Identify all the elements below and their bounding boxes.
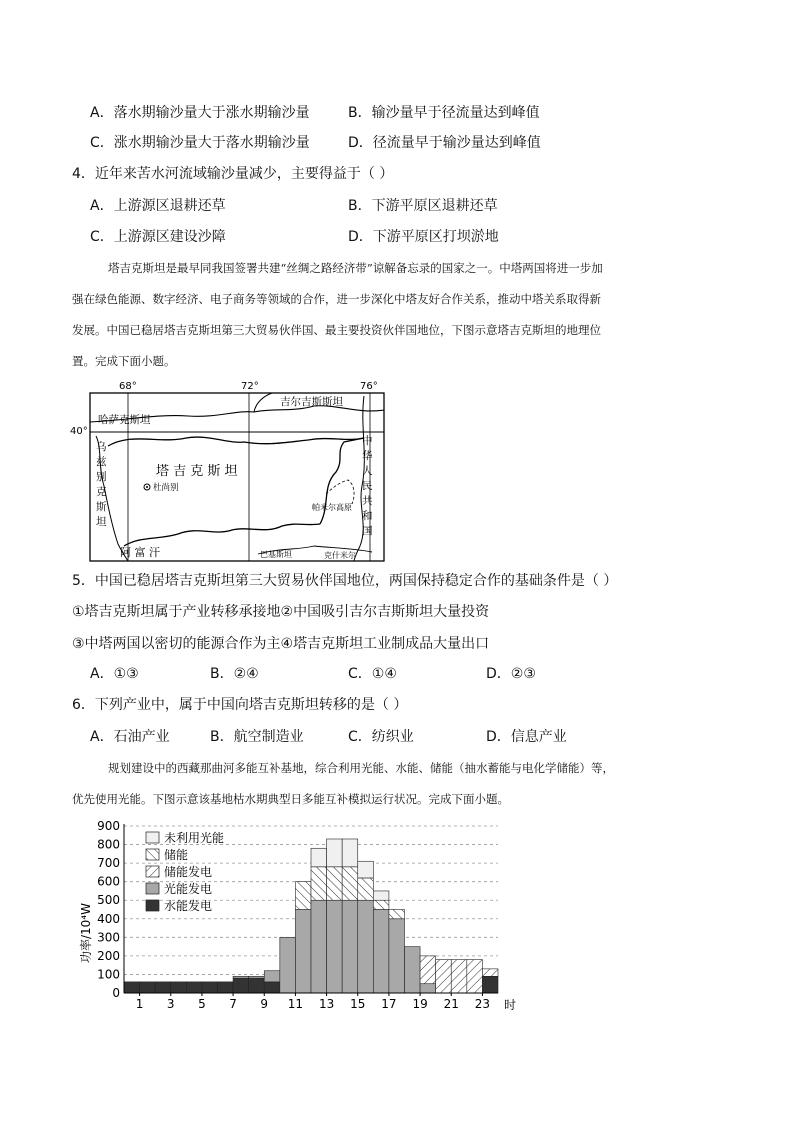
q4-stem: 4．近年来苦水河流域输沙量减少，主要得益于（ ） bbox=[72, 166, 394, 182]
x-tick-label: 3 bbox=[166, 997, 175, 1011]
bar-segment bbox=[420, 984, 436, 993]
bar-segment bbox=[342, 900, 358, 993]
tajik-north-border bbox=[108, 437, 364, 446]
label-china-char: 和 bbox=[362, 510, 373, 522]
bar-segment bbox=[218, 982, 234, 993]
bar-segment bbox=[264, 971, 280, 982]
bar-segment bbox=[482, 969, 498, 976]
label-uzbekistan-char: 兹 bbox=[96, 456, 107, 468]
y-tick-label: 900 bbox=[97, 819, 120, 833]
bar-segment bbox=[358, 900, 374, 993]
bar-segment bbox=[358, 878, 374, 900]
bar-segment bbox=[436, 960, 452, 993]
label-china-char: 人 bbox=[362, 465, 373, 477]
bar-segment bbox=[311, 900, 327, 993]
bar-segment bbox=[420, 956, 436, 984]
label-uzbekistan-char: 别 bbox=[96, 471, 107, 483]
y-tick-label: 200 bbox=[97, 948, 120, 963]
label-pamir: 帕米尔高原 bbox=[312, 503, 352, 512]
q5-stem: 5．中国已稳居塔吉克斯坦第三大贸易伙伴国地位，两国保持稳定合作的基础条件是（ ） bbox=[72, 573, 618, 589]
bar-segment bbox=[467, 960, 483, 993]
x-tick-label: 11 bbox=[287, 997, 304, 1011]
label-china-char: 华 bbox=[362, 450, 373, 462]
legend-label: 光能发电 bbox=[164, 882, 213, 896]
x-tick-label: 21 bbox=[443, 997, 459, 1011]
legend-swatch bbox=[146, 832, 159, 843]
label-kazakhstan: 哈萨克斯坦 bbox=[98, 414, 151, 426]
bar-segment bbox=[295, 882, 311, 910]
q3-option-b: B．输沙量早于径流量达到峰值 bbox=[348, 105, 540, 121]
label-kashmir: 克什米尔 bbox=[324, 551, 356, 560]
q5-option-d: D．②③ bbox=[486, 666, 536, 682]
x-tick-label: 1 bbox=[135, 997, 144, 1011]
legend-swatch bbox=[146, 849, 159, 860]
bar-segment bbox=[311, 867, 327, 900]
bar-segment bbox=[202, 982, 218, 993]
label-pakistan: 巴基斯坦 bbox=[260, 550, 292, 559]
bar-segment bbox=[389, 910, 405, 919]
bar-segment bbox=[327, 900, 343, 993]
q5-option-a: A．①③ bbox=[90, 666, 139, 682]
power-chart bbox=[72, 818, 522, 1018]
bar-segment bbox=[280, 937, 296, 993]
label-china-char: 国 bbox=[362, 525, 373, 537]
bar-segment bbox=[171, 982, 187, 993]
bar-segment bbox=[124, 982, 140, 993]
tajik-passage-line-1: 塔吉克斯坦是最早同我国签署共建“丝绸之路经济带”谅解备忘录的国家之一。中塔两国将进一步加 bbox=[108, 261, 603, 275]
bar-segment bbox=[342, 867, 358, 900]
bar-segment bbox=[233, 978, 249, 993]
q6-stem: 6．下列产业中，属于中国向塔吉克斯坦转移的是（ ） bbox=[72, 697, 408, 713]
label-uzbekistan-char: 克 bbox=[96, 486, 107, 498]
bar-segment bbox=[327, 867, 343, 900]
uzbek-border bbox=[96, 436, 128, 561]
label-china-char: 中 bbox=[362, 435, 373, 447]
y-axis-label: 功率/10⁴W bbox=[79, 903, 93, 963]
y-tick-label: 700 bbox=[97, 856, 120, 871]
label-kyrgyzstan: 吉尔吉斯斯坦 bbox=[280, 396, 343, 408]
x-tick-label: 23 bbox=[474, 997, 491, 1011]
q4-option-d: D．下游平原区打坝淤地 bbox=[348, 229, 499, 245]
legend-swatch bbox=[146, 883, 159, 894]
chart-bars bbox=[124, 839, 498, 993]
y-tick-label: 300 bbox=[97, 930, 120, 945]
label-uzbekistan-char: 乌 bbox=[96, 441, 107, 453]
x-tick-label: 7 bbox=[229, 997, 237, 1011]
lon-label-76: 76° bbox=[360, 381, 378, 392]
y-tick-label: 0 bbox=[112, 986, 120, 1000]
bar-segment bbox=[358, 861, 374, 878]
bar-segment bbox=[373, 891, 389, 900]
lon-label-68: 68° bbox=[119, 381, 137, 392]
q5-option-b: B．②④ bbox=[210, 666, 259, 682]
q4-option-a: A．上游源区退耕还草 bbox=[90, 198, 226, 214]
bar-segment bbox=[342, 839, 358, 867]
y-tick-label: 400 bbox=[97, 911, 120, 926]
q6-option-b: B．航空制造业 bbox=[210, 729, 304, 745]
bar-segment bbox=[140, 982, 156, 993]
q5-option-c: C．①④ bbox=[348, 666, 397, 682]
bar-segment bbox=[373, 900, 389, 909]
bar-segment bbox=[389, 919, 405, 993]
tibet-passage-line-1: 规划建设中的西藏那曲河多能互补基地，综合利用光能、水能、储能（抽水蓄能与电化学储能）等， bbox=[108, 761, 614, 775]
lon-label-72: 72° bbox=[241, 381, 259, 392]
tibet-passage-line-2: 优先使用光能。下图示意该基地枯水期典型日多能互补模拟运行状况。完成下面小题。 bbox=[72, 792, 509, 806]
label-china-char: 民 bbox=[362, 480, 373, 492]
x-tick-label: 9 bbox=[260, 997, 269, 1011]
y-tick-label: 100 bbox=[97, 967, 120, 982]
label-china-char: 共 bbox=[362, 495, 373, 507]
kazakh-border-north bbox=[254, 393, 272, 412]
q3-option-a: A．落水期输沙量大于涨水期输沙量 bbox=[90, 105, 310, 121]
q3-option-d: D．径流量早于输沙量达到峰值 bbox=[348, 135, 541, 151]
q6-option-d: D．信息产业 bbox=[486, 729, 567, 745]
label-china bbox=[362, 434, 373, 537]
tajik-passage bbox=[72, 260, 722, 380]
tajikistan-map bbox=[68, 376, 388, 564]
capital-dot-icon bbox=[146, 486, 148, 488]
legend-label: 储能 bbox=[164, 848, 189, 862]
x-axis-unit: 时 bbox=[504, 998, 517, 1012]
q6-option-a: A．石油产业 bbox=[90, 729, 170, 745]
bar-segment bbox=[249, 978, 265, 993]
x-tick-label: 13 bbox=[318, 997, 335, 1011]
x-tick-label: 17 bbox=[381, 997, 397, 1011]
tibet-passage bbox=[72, 760, 732, 810]
bar-segment bbox=[233, 976, 249, 978]
chart-legend bbox=[146, 830, 224, 913]
bar-segment bbox=[373, 910, 389, 994]
legend-swatch bbox=[146, 900, 159, 911]
x-tick-label: 15 bbox=[350, 997, 366, 1011]
label-dushanbe: 杜尚别 bbox=[153, 483, 179, 493]
legend-label: 未利用光能 bbox=[164, 831, 225, 845]
bar-segment bbox=[295, 910, 311, 994]
bar-segment bbox=[451, 960, 467, 993]
bar-segment bbox=[405, 947, 421, 993]
y-tick-label: 600 bbox=[97, 874, 120, 889]
q5-statement-1: ①塔吉克斯坦属于产业转移承接地②中国吸引吉尔吉斯斯坦大量投资 bbox=[72, 604, 490, 620]
legend-label: 储能发电 bbox=[164, 865, 213, 879]
lat-label-40: 40° bbox=[70, 426, 88, 437]
pamir-outline bbox=[326, 480, 354, 504]
x-tick-label: 5 bbox=[198, 997, 206, 1011]
bar-segment bbox=[249, 976, 265, 978]
label-uzbekistan-char: 斯 bbox=[96, 501, 107, 513]
bar-segment bbox=[186, 982, 202, 993]
label-afghanistan: 阿 富 汗 bbox=[120, 546, 160, 559]
bar-segment bbox=[155, 982, 171, 993]
label-tajikistan: 塔 吉 克 斯 坦 bbox=[156, 464, 238, 479]
q4-option-c: C．上游源区建设沙障 bbox=[90, 229, 226, 245]
tajik-passage-line-3: 发展。中国已稳居塔吉克斯坦第三大贸易伙伴国、最主要投资伙伴国地位，下图示意塔吉克斯坦的地理位 bbox=[72, 323, 601, 337]
q3-option-c: C．涨水期输沙量大于落水期输沙量 bbox=[90, 135, 310, 151]
tajik-south-border bbox=[124, 524, 320, 546]
bar-segment bbox=[264, 982, 280, 993]
bar-segment bbox=[482, 976, 498, 993]
legend-label: 水能发电 bbox=[164, 899, 213, 913]
bar-segment bbox=[327, 839, 343, 867]
q4-option-b: B．下游平原区退耕还草 bbox=[348, 198, 498, 214]
legend-swatch bbox=[146, 866, 159, 877]
tajik-passage-line-2: 强在绿色能源、数字经济、电子商务等领域的合作，进一步深化中塔友好合作关系，推动中塔关系取得新 bbox=[72, 292, 601, 306]
tajik-passage-line-4: 置。完成下面小题。 bbox=[72, 354, 176, 368]
x-tick-label: 19 bbox=[412, 997, 428, 1011]
bar-segment bbox=[311, 848, 327, 867]
q5-statement-2: ③中塔两国以密切的能源合作为主④塔吉克斯坦工业制成品大量出口 bbox=[72, 636, 490, 652]
y-tick-label: 800 bbox=[97, 837, 120, 852]
q6-option-c: C．纺织业 bbox=[348, 729, 414, 745]
y-tick-label: 500 bbox=[97, 893, 120, 908]
label-uzbekistan-char: 坦 bbox=[96, 516, 107, 528]
label-uzbekistan bbox=[96, 440, 107, 528]
